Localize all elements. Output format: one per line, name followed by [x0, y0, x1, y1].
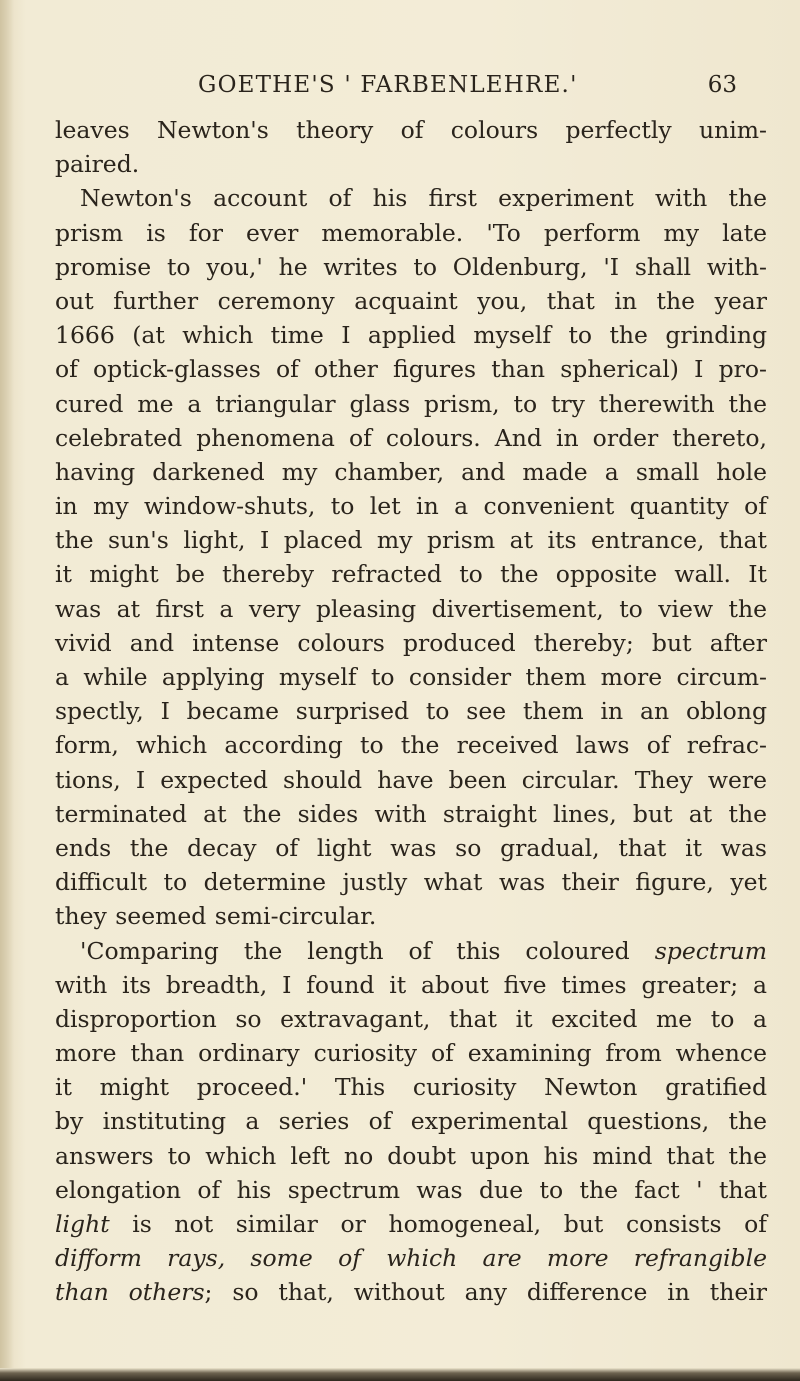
text-line [55, 181, 767, 215]
text-line [55, 968, 767, 1002]
text-segment: promise to you,' he writes to Oldenburg, 'I shall with- [55, 252, 767, 281]
text-segment: celebrated phenomena of colours. And in order thereto, [55, 423, 767, 452]
text-segment: paired. [55, 150, 140, 179]
text-line [55, 865, 767, 899]
text-segment: ends the decay of light was so gradual, that it was [55, 833, 767, 862]
text-segment: prism is for ever memorable. 'To perform my late [55, 218, 767, 247]
page-bottom-edge [0, 1368, 800, 1381]
text-segment: 1666 (at which time I applied myself to the grinding [55, 321, 767, 350]
text-segment: in my window-shuts, to let in a convenient quantity of [55, 492, 767, 521]
text-segment: spectly, I became surprised to see them in an oblong [55, 697, 767, 726]
text-line [55, 1275, 767, 1309]
text-line [55, 113, 767, 147]
text-segment: elongation of his spectrum was due to the fact ' that [55, 1175, 767, 1204]
text-segment: tions, I expected should have been circular. They were [55, 765, 767, 794]
text-segment: leaves Newton's theory of colours perfectly unim- [55, 116, 767, 144]
text-line [55, 1036, 767, 1070]
text-segment: having darkened my chamber, and made a small hole [55, 457, 767, 486]
text-line [55, 352, 767, 386]
text-segment: answers to which left no doubt upon his mind that the [55, 1141, 767, 1170]
text-line [55, 831, 767, 865]
text-segment: 'Comparing the length of this coloured [80, 936, 655, 965]
text-segment: the sun's light, I placed my prism at its entrance, that [55, 526, 767, 555]
text-line [55, 626, 767, 660]
italic-text-segment: spectrum [654, 936, 767, 965]
page-gutter-shadow [0, 0, 14, 1381]
text-line [55, 318, 767, 352]
text-line [55, 797, 767, 831]
text-line [55, 1207, 767, 1241]
italic-text-segment: than others [55, 1278, 205, 1307]
text-line [55, 216, 767, 250]
text-line [55, 523, 767, 557]
text-segment: ; so that, without any difference in their [204, 1278, 768, 1307]
running-title: GOETHE'S ' FARBENLEHRE.' [198, 72, 578, 98]
text-segment: a while applying myself to consider them more circum- [55, 663, 767, 691]
page-number: 63 [707, 72, 737, 98]
text-segment: of optick-glasses of other figures than spherical) I pro- [55, 355, 767, 384]
text-segment: difficult to determine justly what was their figure, yet [55, 868, 767, 897]
italic-text-segment: light [55, 1210, 110, 1238]
text-line [55, 1002, 767, 1036]
text-segment: disproportion so extravagant, that it excited me to a [55, 1004, 767, 1033]
text-segment: more than ordinary curiosity of examining from whence [55, 1039, 767, 1068]
text-line [55, 455, 767, 489]
text-line [55, 387, 767, 421]
body-text [55, 113, 767, 1310]
text-segment: is not similar or homogeneal, but consists of [109, 1210, 767, 1238]
text-line [55, 1241, 767, 1275]
running-header [120, 72, 760, 112]
text-line [55, 660, 767, 694]
text-line [55, 728, 767, 762]
text-line [55, 763, 767, 797]
italic-text-segment: difform rays, some of which are more refrangible [55, 1244, 767, 1273]
text-segment: was at first a very pleasing divertisement, to view the [55, 594, 767, 623]
text-line [55, 421, 767, 455]
text-segment: they seemed semi-circular. [55, 902, 377, 931]
text-line [55, 489, 767, 523]
text-line [55, 147, 767, 181]
text-segment: cured me a triangular glass prism, to try therewith the [55, 389, 767, 418]
text-line [55, 1173, 767, 1207]
text-line [55, 592, 767, 626]
text-segment: Newton's account of his first experiment with the [80, 184, 767, 213]
text-line [55, 284, 767, 318]
text-line [55, 250, 767, 284]
text-segment: with its breadth, I found it about five times greater; a [55, 970, 767, 999]
text-segment: form, which according to the received laws of refrac- [55, 731, 767, 760]
text-line [55, 557, 767, 591]
text-segment: it might be thereby refracted to the opposite wall. It [55, 560, 767, 589]
text-line [55, 1139, 767, 1173]
text-segment: by instituting a series of experimental questions, the [55, 1107, 767, 1136]
text-line [55, 694, 767, 728]
text-segment: vivid and intense colours produced thereby; but after [55, 628, 767, 657]
text-segment: out further ceremony acquaint you, that in the year [55, 286, 767, 315]
text-line [55, 899, 767, 933]
text-line [55, 1104, 767, 1138]
text-line [55, 1070, 767, 1104]
text-line [55, 934, 767, 968]
text-segment: it might proceed.' This curiosity Newton gratified [55, 1073, 767, 1102]
text-segment: terminated at the sides with straight lines, but at the [55, 799, 767, 828]
